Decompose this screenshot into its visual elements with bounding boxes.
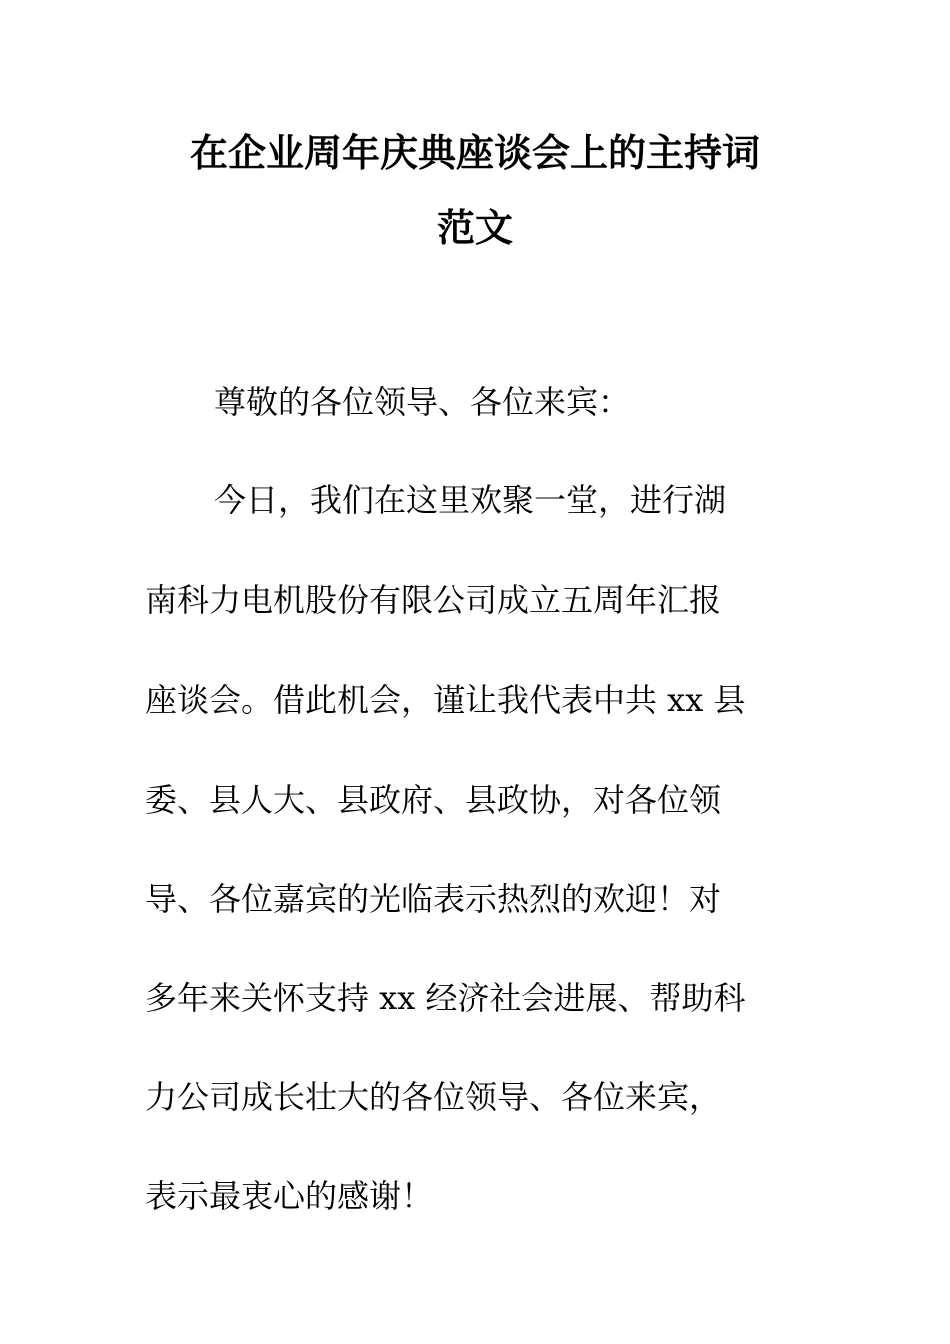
paragraph-line: 委、县人大、县政府、县政协，对各位领	[145, 781, 722, 819]
paragraph-line: 力公司成长壮大的各位领导、各位来宾，	[145, 1078, 722, 1116]
salutation: 尊敬的各位领导、各位来宾：	[214, 383, 631, 421]
document-title-line-1: 在企业周年庆典座谈会上的主持词	[189, 130, 760, 175]
paragraph-line: 今日，我们在这里欢聚一堂，进行湖	[214, 481, 727, 519]
paragraph-line: 座谈会。借此机会，谨让我代表中共 xx 县	[145, 681, 746, 719]
paragraph-line: 南科力电机股份有限公司成立五周年汇报	[145, 581, 722, 619]
paragraph-line: 多年来关怀支持 xx 经济社会进展、帮助科	[145, 979, 746, 1017]
paragraph-line: 导、各位嘉宾的光临表示热烈的欢迎！对	[145, 880, 722, 918]
document-title-line-2: 范文	[436, 205, 513, 250]
paragraph-line: 表示最衷心的感谢！	[145, 1177, 434, 1215]
